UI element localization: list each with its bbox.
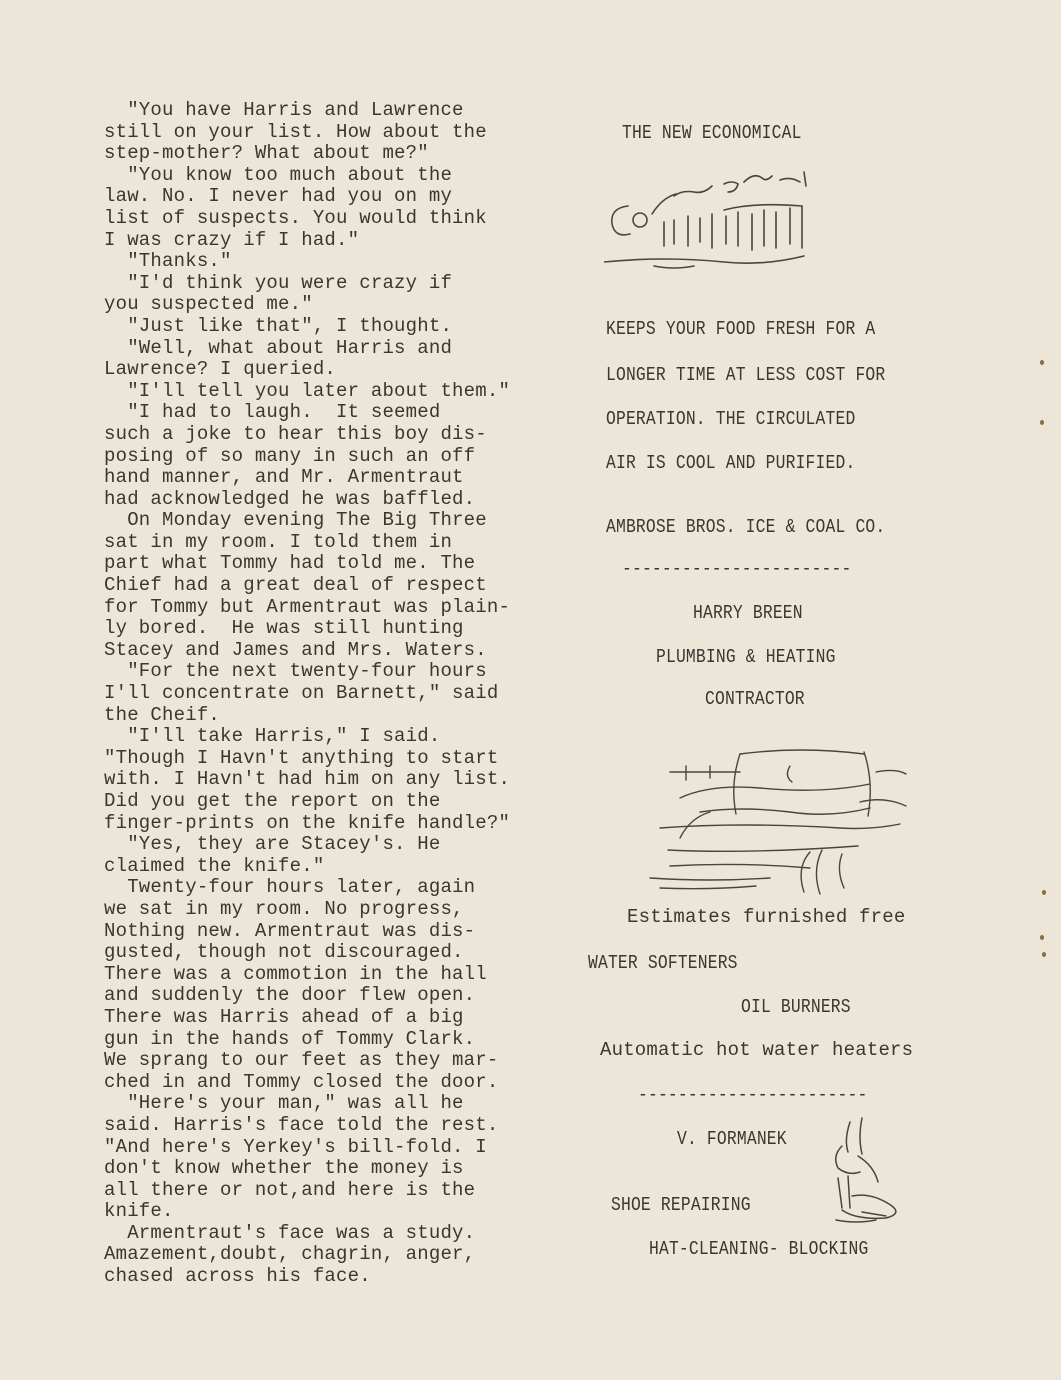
story-line: "And here's Yerkey's bill-fold. I (104, 1135, 487, 1158)
formanek-service-shoe-repairing: SHOE REPAIRING (611, 1194, 751, 1216)
breen-item-water-softeners: WATER SOFTENERS (588, 952, 738, 974)
story-line: we sat in my room. No progress, (104, 897, 464, 920)
story-line: "Though I Havn't anything to start (104, 746, 499, 769)
story-line: Did you get the report on the (104, 790, 441, 812)
story-line: "You have Harris and Lawrence (104, 99, 464, 121)
story-line: We sprang to our feet as they mar- (104, 1049, 499, 1072)
coolerator-line-2: LONGER TIME AT LESS COST FOR (606, 364, 886, 386)
breen-role: CONTRACTOR (705, 688, 805, 710)
story-line: "I'd think you were crazy if (104, 271, 453, 294)
story-line: list of suspects. You would think (104, 206, 487, 229)
story-line: ly bored. He was still hunting (104, 617, 464, 640)
paper-speck (1040, 360, 1044, 365)
divider-2: ----------------------- (638, 1084, 868, 1106)
story-line: such a joke to hear this boy dis- (104, 422, 487, 445)
shoe-illustration (822, 1116, 906, 1226)
story-line: "I'll tell you later about them." (104, 379, 511, 402)
story-line: Stacey and James and Mrs. Waters. (104, 638, 487, 661)
story-line: posing of so many in such an off (104, 444, 476, 467)
coolerator-line-3: OPERATION. THE CIRCULATED (606, 408, 856, 430)
plumbing-illustration (640, 742, 920, 898)
story-line: you suspected me." (104, 293, 313, 316)
coolerator-line-4: AIR IS COOL AND PURIFIED. (606, 452, 856, 474)
breen-item-hot-water-heaters: Automatic hot water heaters (600, 1039, 914, 1061)
story-line: "Just like that", I thought. (104, 314, 453, 337)
breen-trade: PLUMBING & HEATING (656, 646, 836, 668)
story-line: ched in and Tommy closed the door. (104, 1070, 499, 1093)
paper-speck (1040, 420, 1044, 425)
story-line: Nothing new. Armentraut was dis- (104, 919, 476, 942)
story-line: On Monday evening The Big Three (104, 509, 487, 532)
story-line: law. No. I never had you on my (104, 185, 453, 208)
story-line: claimed the knife." (104, 854, 325, 877)
story-line: had acknowledged he was baffled. (104, 487, 476, 510)
story-line: all there or not,and here is the (104, 1178, 476, 1201)
story-line: "Yes, they are Stacey's. He (104, 833, 441, 856)
formanek-name: V. FORMANEK (677, 1128, 787, 1150)
story-line: part what Tommy had told me. The (104, 552, 476, 575)
story-line: don't know whether the money is (104, 1157, 464, 1180)
story-line: Lawrence? I queried. (104, 358, 337, 381)
story-line: sat in my room. I told them in (104, 530, 453, 553)
formanek-service-hat-cleaning: HAT-CLEANING- BLOCKING (649, 1238, 869, 1260)
story-line: Twenty-four hours later, again (104, 876, 476, 899)
story-line: "I had to laugh. It seemed (104, 401, 441, 424)
story-line: "I'll take Harris," I said. (104, 725, 441, 748)
story-line: with. I Havn't had him on any list. (104, 768, 511, 791)
coolerator-heading: THE NEW ECONOMICAL (622, 122, 802, 144)
story-line: "Well, what about Harris and (104, 336, 453, 359)
coolerator-sponsor: AMBROSE BROS. ICE & COAL CO. (606, 516, 886, 538)
story-line: "For the next twenty-four hours (104, 660, 487, 683)
story-line: "You know too much about the (104, 163, 453, 186)
story-line: said. Harris's face told the rest. (104, 1113, 499, 1136)
story-line: gusted, though not discouraged. (104, 941, 464, 964)
story-line: There was Harris ahead of a big (104, 1005, 464, 1028)
story-line: There was a commotion in the hall (104, 962, 487, 985)
paper-speck (1042, 890, 1046, 895)
breen-item-oil-burners: OIL BURNERS (741, 996, 851, 1018)
story-line: the Cheif. (104, 703, 221, 726)
breen-estimates: Estimates furnished free (627, 906, 906, 928)
story-line: Amazement,doubt, chagrin, anger, (104, 1243, 476, 1266)
coolerator-line-1: KEEPS YOUR FOOD FRESH FOR A (606, 318, 876, 340)
story-line: gun in the hands of Tommy Clark. (104, 1027, 476, 1050)
story-line: "Thanks." (104, 250, 232, 273)
story-line: still on your list. How about the (104, 120, 487, 143)
story-line: for Tommy but Armentraut was plain- (104, 595, 511, 618)
divider-1: ----------------------- (622, 558, 852, 580)
story-line: hand manner, and Mr. Armentraut (104, 466, 464, 489)
story-line: and suddenly the door flew open. (104, 984, 476, 1007)
story-line: chased across his face. (104, 1265, 371, 1288)
coolerator-logo (604, 166, 824, 274)
story-line: knife. (104, 1200, 174, 1223)
breen-name: HARRY BREEN (693, 602, 803, 624)
story-column (104, 100, 574, 1288)
story-line: Armentraut's face was a study. (104, 1221, 476, 1244)
story-line: I was crazy if I had." (104, 228, 360, 251)
paper-speck (1040, 935, 1044, 940)
story-line: step-mother? What about me?" (104, 142, 429, 165)
story-line: finger-prints on the knife handle?" (104, 811, 511, 834)
story-line: I'll concentrate on Barnett," said (104, 682, 499, 705)
paper-speck (1042, 952, 1046, 957)
story-line: Chief had a great deal of respect (104, 574, 487, 597)
story-line: "Here's your man," was all he (104, 1092, 464, 1115)
